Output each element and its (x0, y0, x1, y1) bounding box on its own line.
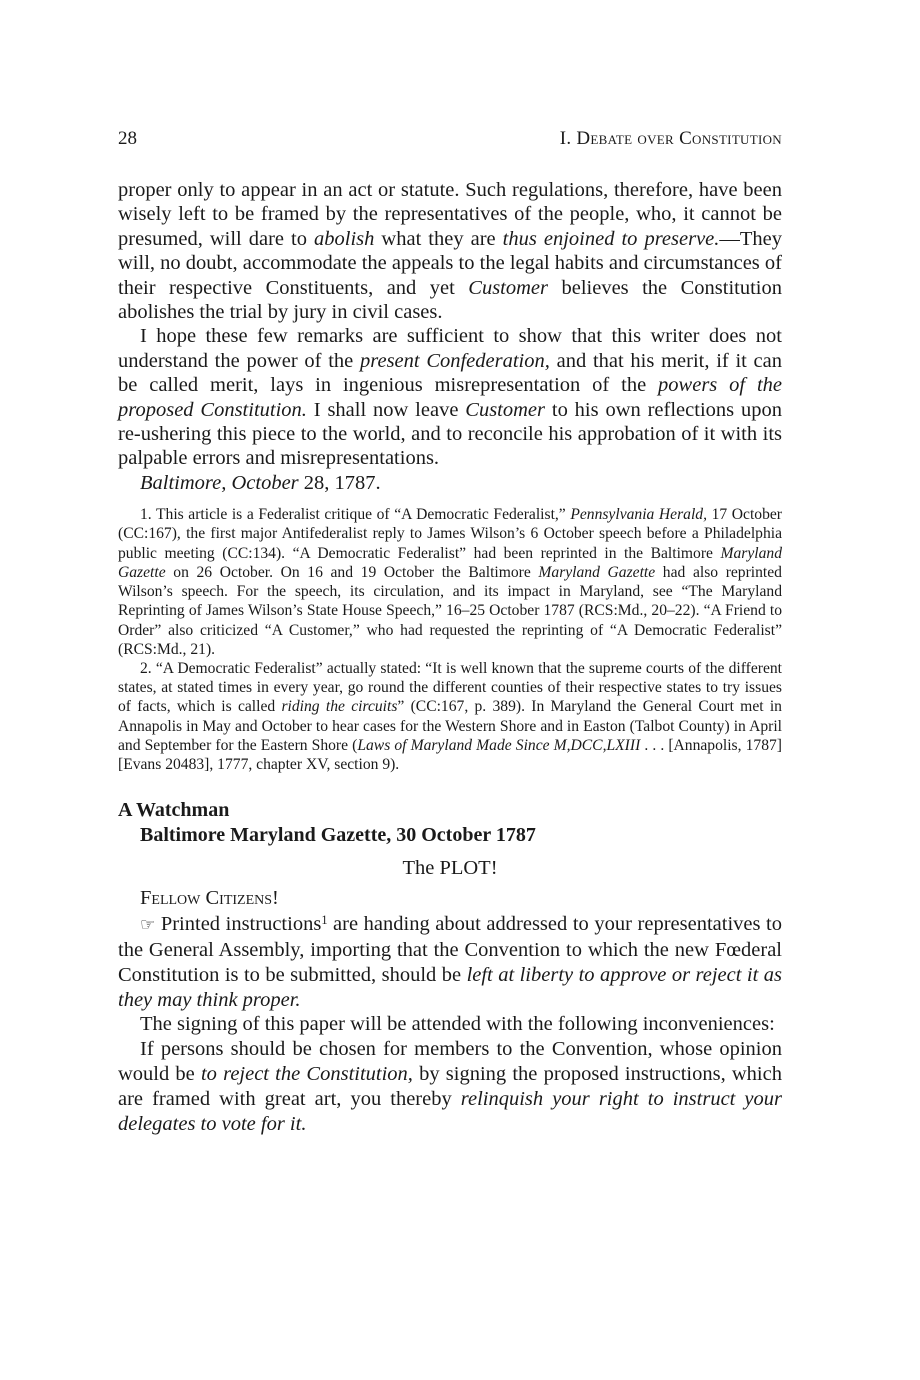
paragraph: ☞ Printed instructions$^1$ are handing about addressed to your representatives to the General Assembly, importing that the Convention to which the new Fœderal Constitution is to be submitted, should be left at liberty to approve or reject it as they may think proper. (118, 913, 782, 1011)
dateline: Baltimore, October 28, 1787. (140, 471, 381, 494)
salutation: Fellow Citizens! (140, 887, 279, 910)
document-page (118, 128, 782, 1136)
document-source: Baltimore Maryland Gazette, 30 October 1787 (140, 824, 536, 847)
running-header (118, 128, 782, 158)
article-body (118, 912, 782, 1136)
document-heading (118, 798, 782, 848)
paragraph: If persons should be chosen for members to the Convention, whose opinion would be to reject the Constitution, by signing the proposed instructions, which are framed with great art, you thereby relinquish your right to instruct your delegates to vote for it. (118, 1038, 782, 1135)
document-title: The PLOT! (402, 857, 498, 880)
running-title: I. Debate over Constitution (559, 128, 782, 149)
document-author: A Watchman (118, 799, 230, 822)
footnotes (118, 505, 782, 774)
paragraph: proper only to appear in an act or statute. Such regulations, therefore, have been wisely left to be framed by the representatives of the people, who, it cannot be presumed, will dare to abolish what they are thus enjoined to preserve.—They will, no doubt, accommodate the appeals to the legal habits and circumstances of their respective Constituents, and yet Customer believes the Constitution abolishes the trial by jury in civil cases. (118, 179, 783, 324)
pointing-hand-icon: ☞ (140, 915, 156, 936)
footnote-ref: 1 (321, 913, 328, 928)
paragraph: I hope these few remarks are sufficient to show that this writer does not understand the power of the present Confederation, and that his merit, if it can be called merit, lays in ingenious misrepresentation of the powers of the proposed Constitution. I shall now leave Customer to his own reflections upon re-ushering this piece to the world, and to reconcile his approbation of it with its palpable errors and misrepresentations. (118, 325, 783, 470)
footnote: 2. “A Democratic Federalist” actually stated: “It is well known that the supreme courts of the different states, at stated times in every year, go round the different counties of their respective states to try issues of facts, which is called riding the circuits” (CC:167, p. 389). In Maryland the General Court met in Annapolis in May and October to hear cases for the Western Shore and in Easton (Talbot County) in April and September for the Eastern Shore (Laws of Maryland Made Since M,DCC,LXIII . . . [Annapolis, 1787] [Evans 20483], 1777, chapter XV, section 9). (118, 659, 782, 773)
paragraph: The signing of this paper will be attended with the following inconveniences: (140, 1013, 775, 1036)
page-number: 28 (118, 128, 137, 149)
continued-text (118, 178, 782, 495)
footnote: 1. This article is a Federalist critique of “A Democratic Federalist,” Pennsylvania Herald, 17 October (CC:167), the first major Antifederalist reply to James Wilson’s 6 October speech before a Philadelphia public meeting (CC:134). “A Democratic Federalist” had been reprinted in the Baltimore Maryland Gazette on 26 October. On 16 and 19 October the Baltimore Maryland Gazette had also reprinted Wilson’s speech. For the speech, its circulation, and its impact in Maryland, see “The Maryland Reprinting of James Wilson’s State House Speech,” 16–25 October 1787 (RCS:Md., 20–22). “A Friend to Order” also criticized “A Customer,” who had requested the reprinting of “A Democratic Federalist” (RCS:Md., 21). (118, 506, 782, 658)
